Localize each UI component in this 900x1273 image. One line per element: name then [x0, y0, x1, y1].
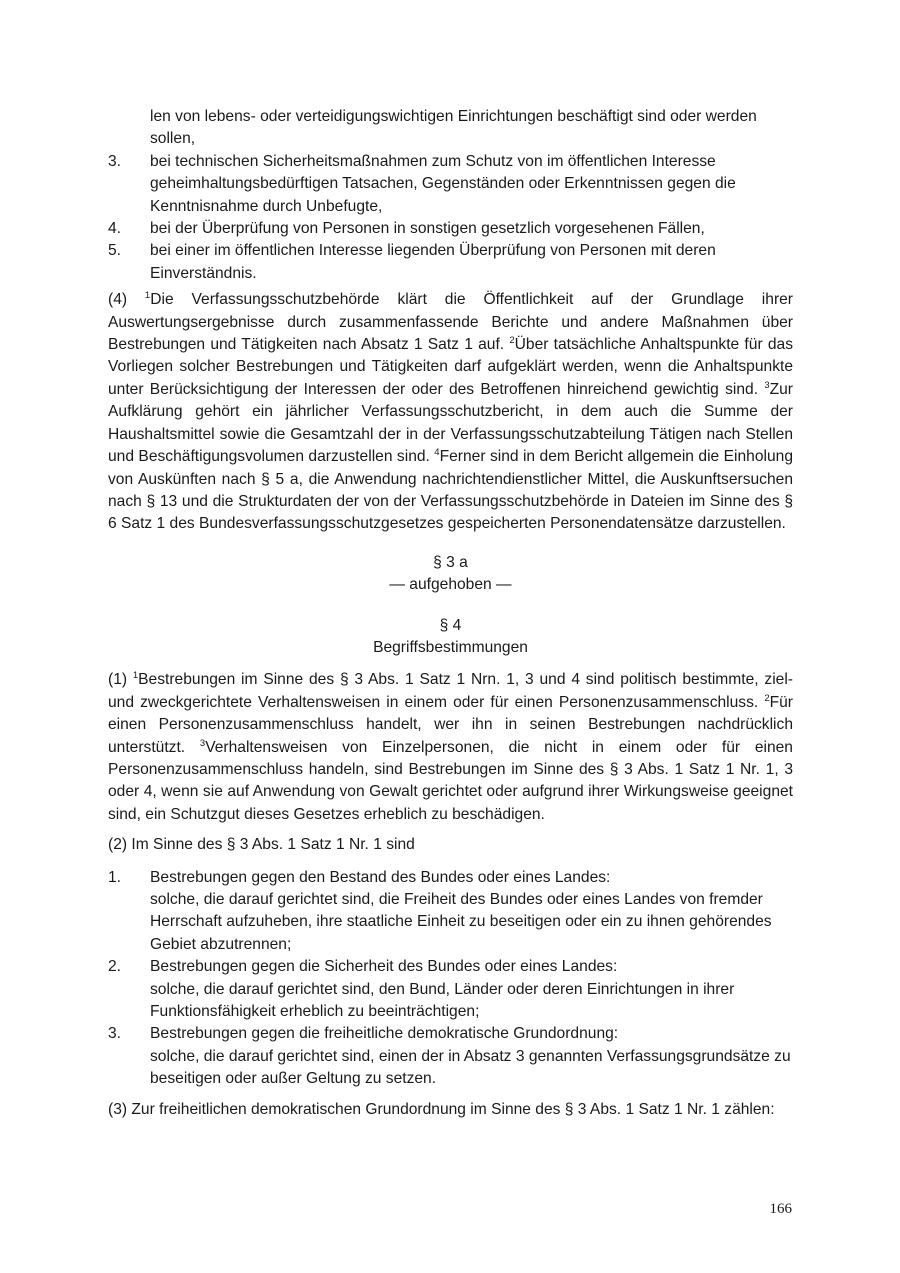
section-3a-heading	[108, 552, 793, 597]
sentence-number: 1	[132, 670, 139, 682]
sentence-text: Über tatsächliche Anhaltspunkte für das Vorliegen solcher Bestrebungen und Tätigkeiten darf aufgeklärt werden, wenn die Anhaltspunkte unter Berücksichtigung der Interessen der oder des Betroffenen hinreichend gewichtig sind.	[108, 336, 793, 398]
list-item-number: 3.	[108, 1025, 122, 1043]
list-item	[108, 867, 793, 957]
paragraph-4	[108, 289, 793, 535]
list-item	[108, 151, 793, 218]
sentence-text: Zur Aufklärung gehört ein jährlicher Verfassungsschutzbericht, in dem auch die Summe der Haushaltsmittel sowie die Gesamtzahl der in der Verfassungsschutzabteilung Tätigen nach Stellen und Beschäftigungsvolumen darzustellen sind.	[108, 380, 793, 466]
definitions-list	[108, 867, 793, 1091]
section-4-heading	[108, 615, 793, 660]
sentence-text: Bestrebungen im Sinne des § 3 Abs. 1 Satz 1 Nrn. 1, 3 und 4 sind politisch bestimmte, ziel- und zweckgerichtete Verhaltensweisen in einem oder für einen Personenzusammenschluss.	[108, 671, 793, 711]
list-item	[108, 1023, 793, 1090]
section-4-paragraph-2: (2) Im Sinne des § 3 Abs. 1 Satz 1 Nr. 1 sind	[108, 836, 415, 854]
sentence-number: 1	[144, 290, 151, 302]
list-item-text: bei einer im öffentlichen Interesse liegenden Überprüfung von Personen mit deren Einverständnis.	[150, 242, 716, 282]
sentence-number: 3	[764, 379, 770, 391]
section-4-paragraph-1	[108, 669, 793, 826]
paragraph-label: (4)	[108, 291, 145, 309]
list-item-number: 3.	[108, 152, 122, 170]
list-item	[108, 240, 793, 285]
list-item-content	[150, 1023, 793, 1090]
page-body	[108, 106, 793, 1121]
list-item-number: 4.	[108, 220, 122, 238]
section-title: — aufgehoben —	[389, 576, 512, 594]
section-4-paragraph-3: (3) Zur freiheitlichen demokratischen Grundordnung im Sinne des § 3 Abs. 1 Satz 1 Nr. 1 zählen:	[108, 1100, 775, 1118]
list-item	[108, 218, 793, 240]
list-item-heading: Bestrebungen gegen die Sicherheit des Bundes oder eines Landes:	[150, 958, 618, 976]
sentence-number: 3	[199, 737, 206, 749]
list-top	[108, 151, 793, 285]
page-number: 166	[769, 1201, 792, 1217]
paragraph-label: (1)	[108, 671, 133, 689]
sentence-text: Die Verfassungsschutzbehörde klärt die Öffentlichkeit auf der Grundlage ihrer Auswertungsergebnisse durch zusammenfassende Berichte und andere Maßnahmen über Bestrebungen und Tätigkeiten nach Absatz 1 Satz 1 auf.	[108, 291, 793, 354]
list-item	[108, 956, 793, 1023]
sentence-number: 2	[764, 692, 770, 704]
list-item-heading: Bestrebungen gegen die freiheitliche demokratische Grundordnung:	[150, 1025, 619, 1043]
section-number: § 3 a	[433, 553, 468, 571]
list-item-number: 1.	[108, 868, 122, 886]
list-item-text: bei technischen Sicherheitsmaßnahmen zum Schutz von im öffentlichen Interesse geheimhaltungsbedürftigen Tatsachen, Gegenständen oder Erkenntnissen gegen die Kenntnisnahme durch Unbefugte,	[150, 152, 736, 215]
list-continuation: len von lebens- oder verteidigungswichtigen Einrichtungen beschäftigt sind oder werden sollen,	[150, 108, 757, 148]
section-title: Begriffsbestimmungen	[373, 638, 528, 656]
list-item-number: 2.	[108, 958, 122, 976]
sentence-text: Ferner sind in dem Bericht allgemein die Einholung von Auskünften nach § 5 a, die Anwendung nachrichtendienstlicher Mittel, die Auskunftsersuchen nach § 13 und die Strukturdaten der von der Verfassungsschutzbehörde in Dateien im Sinne des § 6 Satz 1 des Bundesverfassungsschutzgesetzes gespeicherten Personendatensätze darzustellen.	[108, 448, 793, 533]
sentence-number: 2	[509, 334, 515, 346]
list-item-content	[150, 867, 793, 957]
sentence-text: Für einen Personenzusammenschluss handelt, wer ihn in seinen Bestrebungen nachdrücklich unterstützt.	[108, 693, 793, 756]
list-item-content	[150, 956, 793, 1023]
list-item-text: solche, die darauf gerichtet sind, die Freiheit des Bundes oder eines Landes von fremder Herrschaft aufzuheben, ihre staatliche Einheit zu beseitigen oder ein zu ihnen gehörendes Gebiet abzutrennen;	[150, 891, 772, 953]
list-item-text: solche, die darauf gerichtet sind, den Bund, Länder oder deren Einrichtungen in ihrer Funktionsfähigkeit erheblich zu beeinträchtigen;	[150, 980, 735, 1021]
list-item-text: bei der Überprüfung von Personen in sonstigen gesetzlich vorgesehenen Fällen,	[150, 220, 705, 238]
list-item-heading: Bestrebungen gegen den Bestand des Bundes oder eines Landes:	[150, 868, 611, 886]
list-item-text: solche, die darauf gerichtet sind, einen der in Absatz 3 genannten Verfassungsgrundsätze zu beseitigen oder außer Geltung zu setzen.	[150, 1047, 791, 1088]
sentence-number: 4	[434, 446, 440, 458]
list-item-number: 5.	[108, 242, 122, 260]
sentence-text: Verhaltensweisen von Einzelpersonen, die nicht in einem oder für einen Personenzusammenschluss handeln, sind Bestrebungen im Sinne des § 3 Abs. 1 Satz 1 Nr. 1, 3 oder 4, wenn sie auf Anwendung von Gewalt gerichtet oder aufgrund ihrer Wirkungsweise geeignet sind, ein Schutzgut dieses Gesetzes erheblich zu beschädigen.	[108, 738, 793, 823]
section-number: § 4	[439, 616, 462, 634]
